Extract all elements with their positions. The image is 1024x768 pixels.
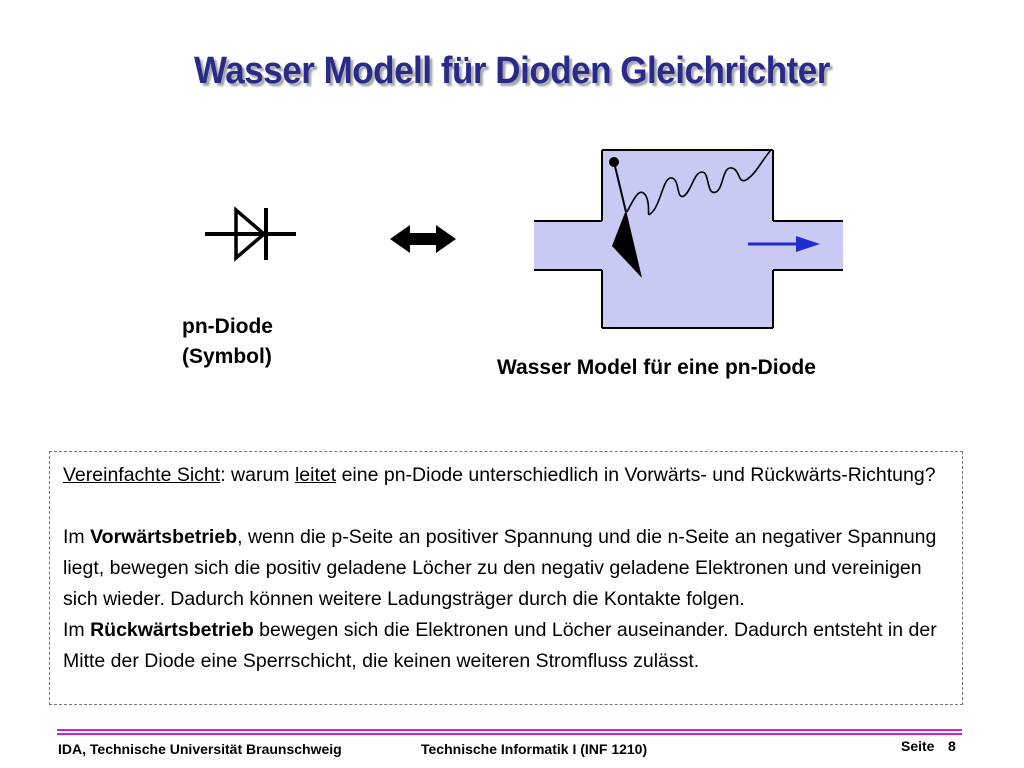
paragraph-gap	[63, 491, 948, 522]
explanation-textbox	[49, 451, 963, 705]
text-span: eine pn-Diode unterschiedlich in Vorwärts- und Rückwärts-Richtung?	[336, 464, 936, 486]
text-bold: Rückwärtsbetrieb	[90, 619, 254, 641]
text-underlined: Vereinfachte Sicht	[63, 464, 221, 486]
caption-water-model: Wasser Model für eine pn-Diode	[497, 356, 816, 379]
slide-title: Wasser Modell für Dioden Gleichrichter	[194, 50, 830, 92]
footer-rule	[57, 729, 962, 731]
diode-symbol-icon	[205, 208, 296, 260]
caption-line-1: pn-Diode	[182, 315, 273, 338]
paragraph-intro	[63, 460, 948, 491]
text-span: Im	[63, 619, 91, 641]
text-span: , wenn die p-Seite an positiver Spannung und die n-Seite an negativer Spannung liegt, bewegen sich die positiv geladene Löcher zu den negativ geladene Elektronen und vereinigen sich wieder. Dadurch können weitere Ladungsträger durch die Kontakte folgen.	[63, 526, 937, 610]
text-bold: Vorwärtsbetrieb	[90, 526, 238, 548]
text-span: bewegen sich die Elektronen und Löcher auseinander. Dadurch entsteht in der Mitte der Diode eine Sperrschicht, die keinen weiteren Stromfluss zulässt.	[63, 619, 937, 672]
caption-line-2: (Symbol)	[182, 345, 272, 368]
caption-pn-diode-symbol	[182, 312, 273, 372]
double-arrow-icon	[390, 225, 456, 253]
text-underlined: leitet	[294, 464, 337, 486]
paragraph-forward	[63, 522, 948, 615]
footer-rule	[57, 733, 962, 735]
footer-page-label: Seite	[901, 738, 935, 754]
paragraph-reverse	[63, 615, 948, 677]
text-span: Im	[63, 526, 91, 548]
footer-page-number: 8	[948, 738, 956, 754]
text-span: : warum	[220, 464, 295, 486]
water-model-diagram	[534, 150, 843, 328]
footer-course: Technische Informatik I (INF 1210)	[421, 741, 648, 757]
footer-institution: IDA, Technische Universität Braunschweig	[58, 741, 342, 757]
